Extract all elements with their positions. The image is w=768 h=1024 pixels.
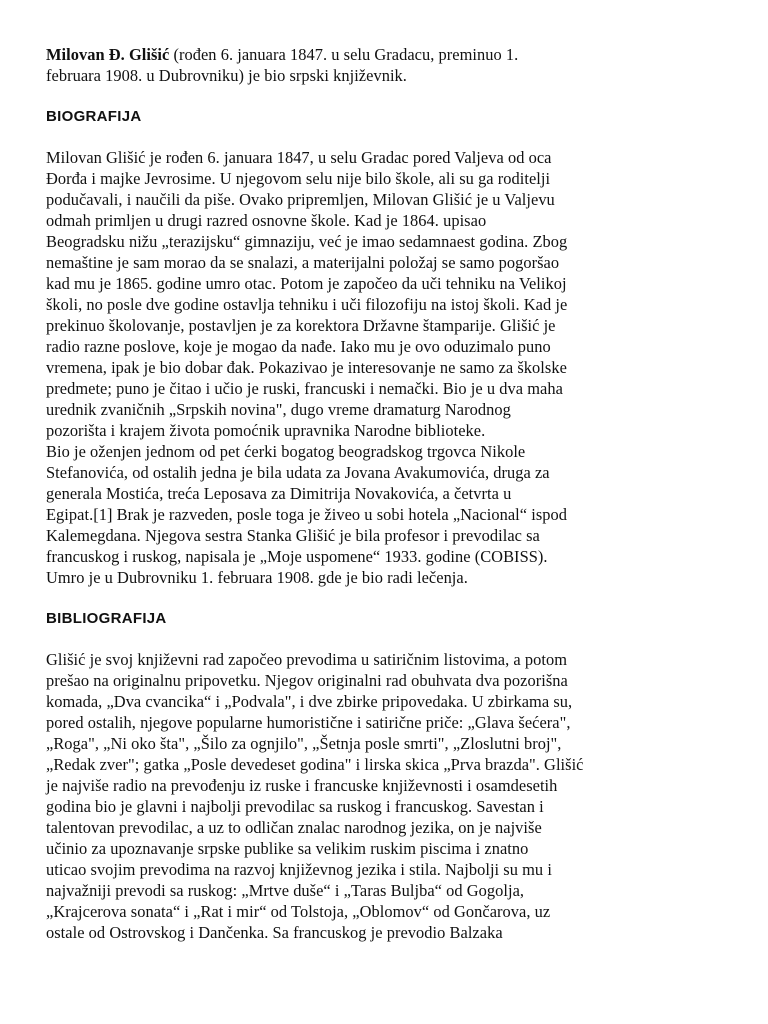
intro-paragraph <box>46 44 736 86</box>
paragraph-line: pozorišta i krajem života pomoćnik upravnika Narodne biblioteke. <box>46 421 486 440</box>
paragraph-line: vremena, ipak je bio dobar đak. Pokazivao je interesovanje ne samo za školske <box>46 358 567 377</box>
document-page <box>46 44 736 963</box>
paragraph-line: kad mu je 1865. godine umro otac. Potom je započeo da uči tehniku na Velikoj <box>46 274 567 293</box>
paragraph-line: je najviše radio na prevođenju iz ruske i francuske književnosti i osamdesetih <box>46 776 558 795</box>
paragraph-line: najvažniji prevodi sa ruskog: „Mrtve duše“ i „Taras Buljba“ od Gogolja, <box>46 881 525 900</box>
paragraph-line: „Krajcerova sonata“ i „Rat i mir“ od Tolstoja, „Oblomov“ od Gončarova, uz <box>46 902 551 921</box>
paragraph-line: prekinuo školovanje, postavljen je za korektora Državne štamparije. Glišić je <box>46 316 556 335</box>
document-sections <box>46 106 736 943</box>
intro-text-line: (rođen 6. januara 1847. u selu Gradacu, preminuo 1. <box>169 45 519 64</box>
section-paragraph <box>46 649 736 943</box>
paragraph-line: godina bio je glavni i najbolji prevodilac sa ruskog i francuskog. Savestan i <box>46 797 544 816</box>
author-name: Milovan Đ. Glišić <box>46 45 170 64</box>
paragraph-line: francuskog i ruskog, napisala je „Moje uspomene“ 1933. godine (COBISS). <box>46 547 548 566</box>
section-paragraph <box>46 147 736 588</box>
paragraph-line: podučavali, i naučili da piše. Ovako pripremljen, Milovan Glišić je u Valjevu <box>46 190 555 209</box>
paragraph-line: Kalemegdana. Njegova sestra Stanka Glišić je bila profesor i prevodilac sa <box>46 526 540 545</box>
intro-text-line: februara 1908. u Dubrovniku) je bio srpski književnik. <box>46 66 407 85</box>
paragraph-line: Beogradsku nižu „terazijsku“ gimnaziju, već je imao sedamnaest godina. Zbog <box>46 232 568 251</box>
paragraph-line: učinio za upoznavanje srpske publike sa velikim ruskim piscima i znatno <box>46 839 529 858</box>
paragraph-line: „Roga", „Ni oko šta", „Šilo za ognjilo", „Šetnja posle smrti", „Zloslutni broj", <box>46 734 562 753</box>
paragraph-line: Stefanovića, od ostalih jedna je bila udata za Jovana Avakumovića, druga za <box>46 463 550 482</box>
paragraph-line: odmah primljen u drugi razred osnovne škole. Kad je 1864. upisao <box>46 211 487 230</box>
section-heading-bibliografija: BIBLIOGRAFIJA <box>46 610 167 627</box>
paragraph-line: Egipat.[1] Brak je razveden, posle toga je živeo u sobi hotela „Nacional“ ispod <box>46 505 567 524</box>
paragraph-line: Milovan Glišić je rođen 6. januara 1847, u selu Gradac pored Valjeva od oca <box>46 148 552 167</box>
paragraph-line: Bio je oženjen jednom od pet ćerki bogatog beogradskog trgovca Nikole <box>46 442 526 461</box>
paragraph-line: radio razne poslove, koje je mogao da nađe. Iako mu je ovo oduzimalo puno <box>46 337 551 356</box>
paragraph-line: ostale od Ostrovskog i Dančenka. Sa francuskog je prevodio Balzaka <box>46 923 503 942</box>
paragraph-line: predmete; puno je čitao i učio je ruski, francuski i nemački. Bio je u dva maha <box>46 379 563 398</box>
paragraph-line: urednik zvaničnih „Srpskih novina", dugo vreme dramaturg Narodnog <box>46 400 511 419</box>
paragraph-line: prešao na originalnu pripovetku. Njegov originalni rad obuhvata dva pozorišna <box>46 671 568 690</box>
paragraph-line: „Redak zver"; gatka „Posle devedeset godina" i lirska skica „Prva brazda". Glišić <box>46 755 584 774</box>
paragraph-line: Umro je u Dubrovniku 1. februara 1908. gde je bio radi lečenja. <box>46 568 468 587</box>
section-heading-biografija: BIOGRAFIJA <box>46 108 142 125</box>
paragraph-line: nemaštine je sam morao da se snalazi, a materijalni položaj se samo pogoršao <box>46 253 560 272</box>
paragraph-line: talentovan prevodilac, a uz to odličan znalac narodnog jezika, on je najviše <box>46 818 542 837</box>
paragraph-line: uticao svojim prevodima na razvoj književnog jezika i stila. Najbolji su mu i <box>46 860 552 879</box>
paragraph-line: Glišić je svoj književni rad započeo prevodima u satiričnim listovima, a potom <box>46 650 567 669</box>
paragraph-line: komada, „Dva cvancika“ i „Podvala", i dve zbirke pripovedaka. U zbirkama su, <box>46 692 573 711</box>
paragraph-line: školi, no posle dve godine ostavlja tehniku i uči filozofiju na istoj školi. Kad je <box>46 295 568 314</box>
paragraph-line: generala Mostića, treća Leposava za Dimitrija Novakovića, a četvrta u <box>46 484 512 503</box>
paragraph-line: Đorđa i majke Jevrosime. U njegovom selu nije bilo škole, ali su ga roditelji <box>46 169 551 188</box>
paragraph-line: pored ostalih, njegove popularne humoristične i satirične priče: „Glava šećera", <box>46 713 571 732</box>
